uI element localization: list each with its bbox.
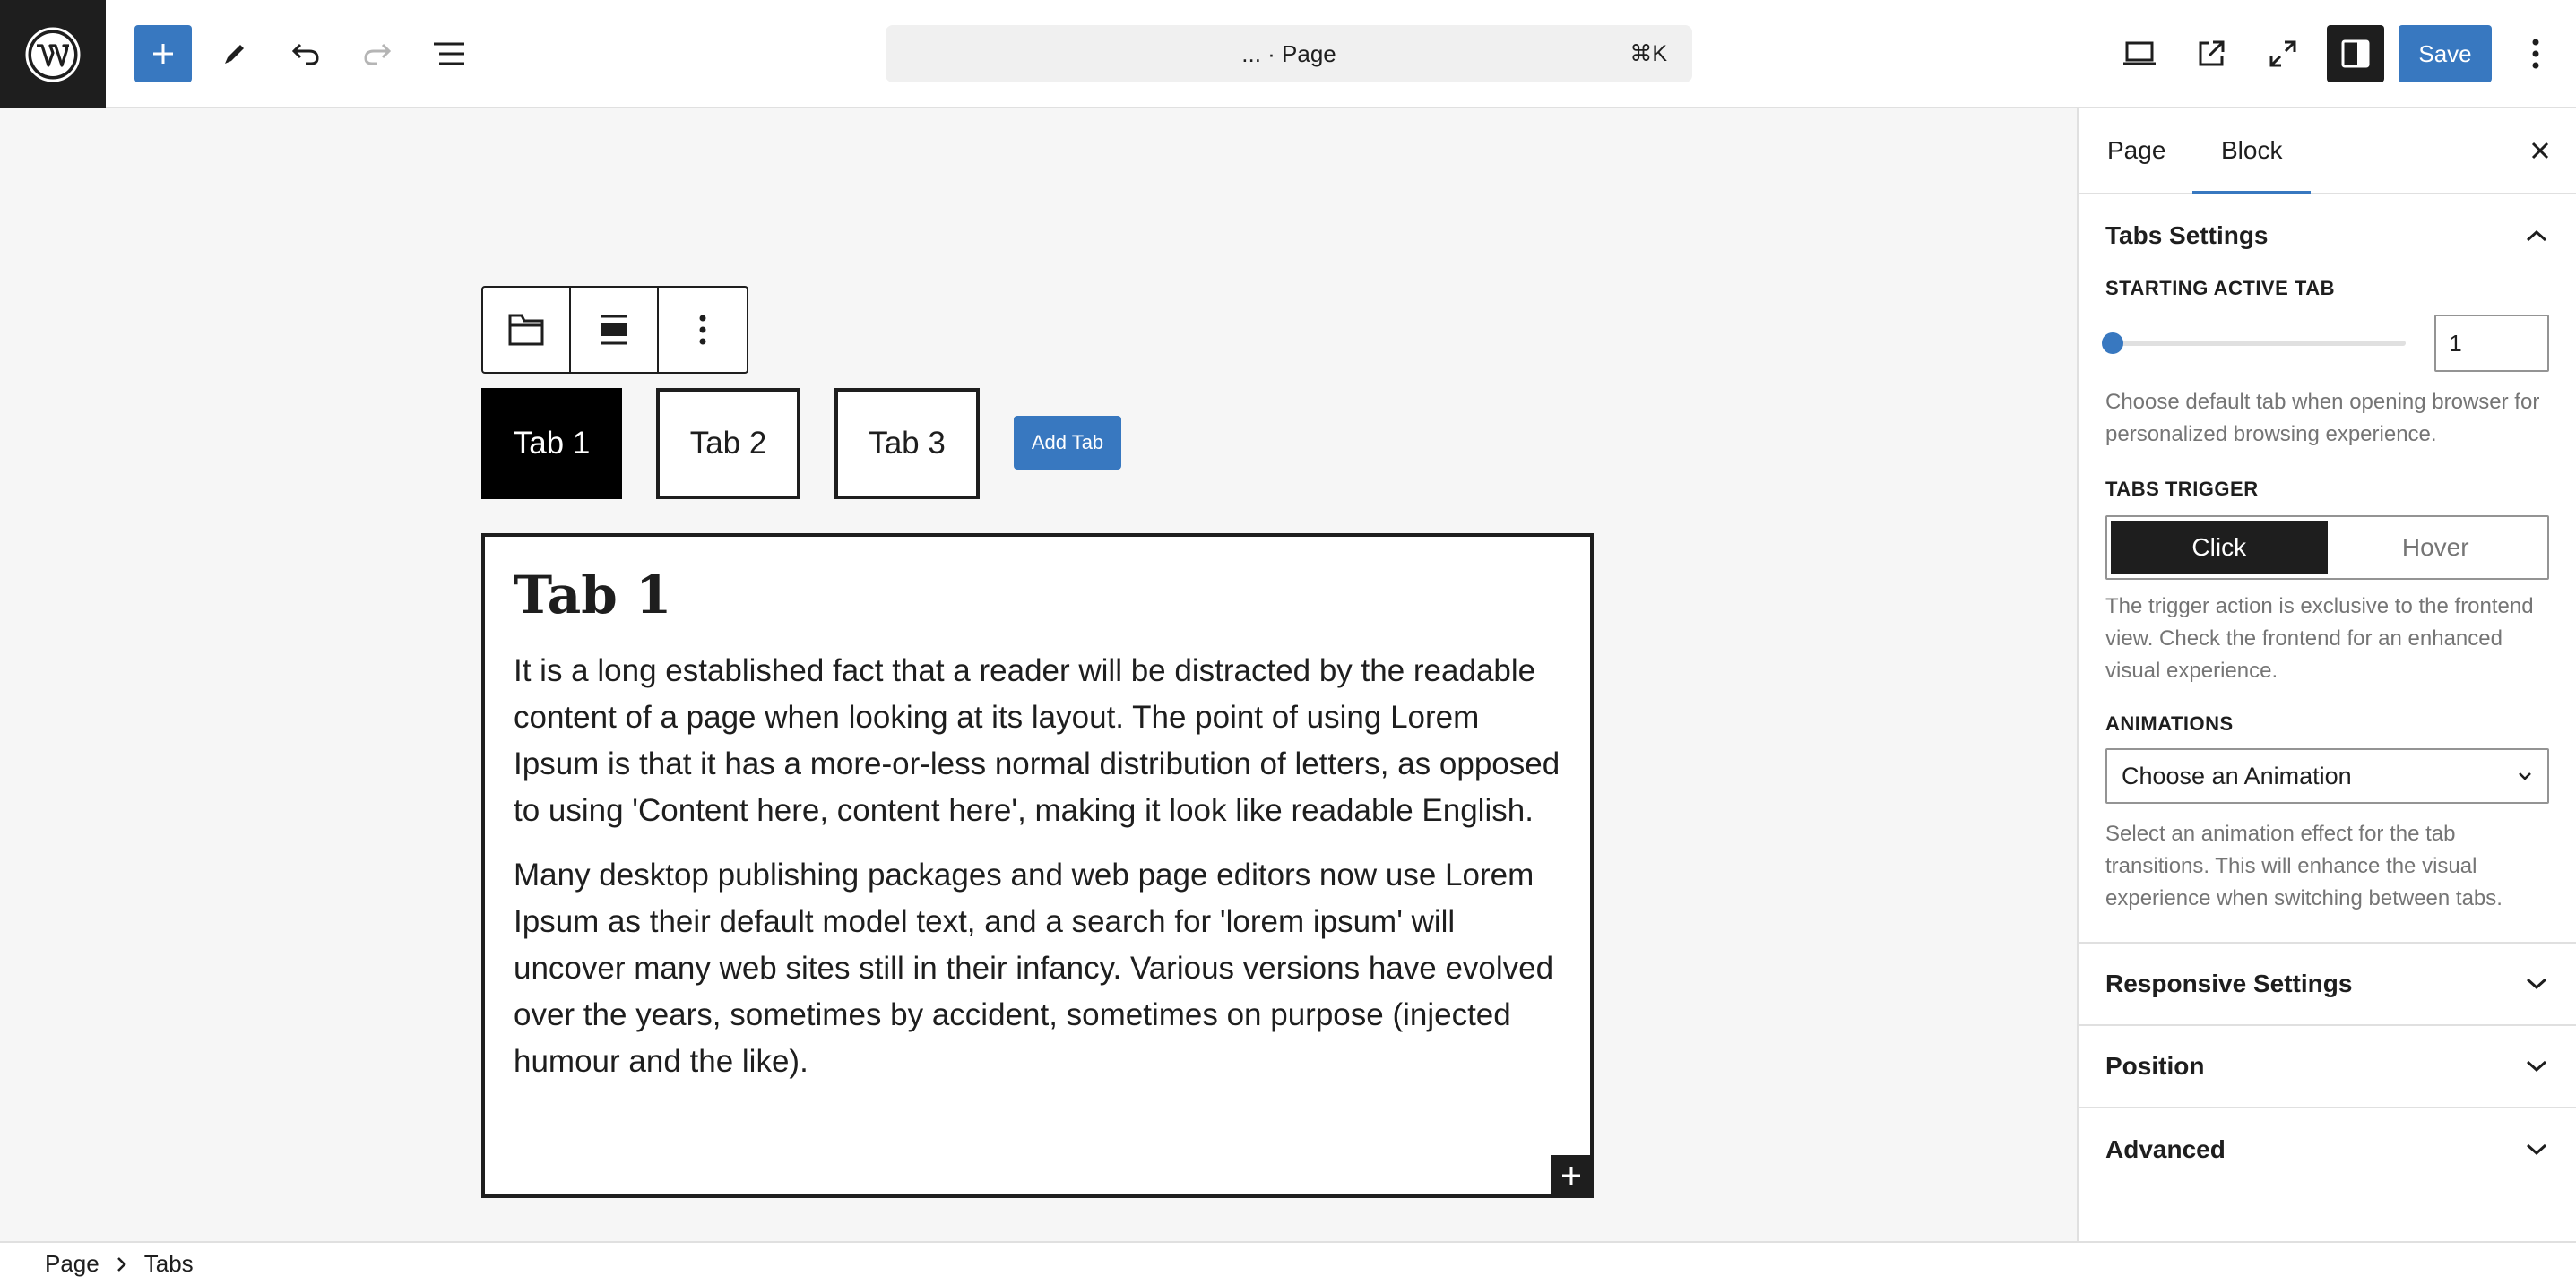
animations-selected-value: Choose an Animation xyxy=(2122,762,2352,789)
fullscreen-icon xyxy=(2268,39,2298,69)
chevron-right-icon xyxy=(116,1255,128,1273)
editor-top-bar xyxy=(0,0,2576,108)
responsive-settings-toggle[interactable] xyxy=(2079,944,2576,1026)
section-title: Position xyxy=(2105,1052,2205,1080)
list-view-icon xyxy=(432,39,466,68)
sidebar-icon xyxy=(2340,39,2371,69)
save-button[interactable]: Save xyxy=(2399,25,2492,82)
block-align-button[interactable] xyxy=(571,288,659,372)
command-shortcut-hint: ⌘K xyxy=(1629,41,1667,66)
animations-select[interactable] xyxy=(2105,748,2549,804)
animations-label: ANIMATIONS xyxy=(2105,712,2234,735)
starting-active-tab-slider[interactable] xyxy=(2105,341,2406,346)
settings-sidebar-toggle[interactable] xyxy=(2327,25,2384,82)
editor-canvas xyxy=(0,108,2077,1241)
device-preview-button[interactable] xyxy=(2111,25,2168,82)
trigger-option-click[interactable]: Click xyxy=(2111,521,2328,574)
tab-button-1[interactable]: Tab 1 xyxy=(481,388,622,499)
chevron-down-icon xyxy=(2524,1058,2549,1074)
tab-button-2[interactable]: Tab 2 xyxy=(656,388,800,499)
external-link-icon xyxy=(2195,38,2227,70)
pencil-icon xyxy=(220,39,250,69)
starting-active-tab-label: STARTING ACTIVE TAB xyxy=(2105,277,2335,299)
block-breadcrumb-bar xyxy=(0,1241,2576,1285)
tabs-settings-toggle[interactable] xyxy=(2079,194,2576,277)
block-more-options-button[interactable] xyxy=(659,288,747,372)
chevron-down-icon xyxy=(2524,1142,2549,1158)
section-title: Advanced xyxy=(2105,1135,2226,1163)
section-title: Responsive Settings xyxy=(2105,970,2353,997)
view-page-button[interactable] xyxy=(2183,25,2240,82)
tab-button-3[interactable]: Tab 3 xyxy=(834,388,980,499)
add-tab-button[interactable]: Add Tab xyxy=(1014,416,1121,470)
position-toggle[interactable] xyxy=(2079,1026,2576,1108)
tabs-trigger-toggle-group xyxy=(2105,515,2549,580)
inner-add-block-button[interactable] xyxy=(1551,1155,1592,1196)
trigger-option-hover[interactable]: Hover xyxy=(2401,533,2469,561)
more-options-icon xyxy=(698,315,707,345)
section-title: Tabs Settings xyxy=(2105,221,2269,249)
document-overview-button[interactable] xyxy=(420,25,478,82)
starting-active-tab-input[interactable]: 1 xyxy=(2434,315,2549,372)
document-title: ... · Page xyxy=(1241,39,1336,67)
redo-button[interactable] xyxy=(349,25,406,82)
tab-content-panel[interactable] xyxy=(481,533,1594,1198)
command-palette-bar[interactable] xyxy=(886,25,1692,82)
tab-block[interactable]: Block xyxy=(2221,108,2282,193)
tabs-trigger-label: TABS TRIGGER xyxy=(2105,478,2259,500)
tabs-block-icon xyxy=(507,313,545,347)
block-type-button[interactable] xyxy=(483,288,571,372)
plus-icon xyxy=(1560,1164,1583,1187)
animations-help: Select an animation effect for the tab transitions. This will enhance the visual experience when switching between tabs. xyxy=(2105,822,2503,910)
wordpress-logo-icon[interactable] xyxy=(0,0,106,108)
panel-paragraph-1[interactable]: It is a long established fact that a reader will be distracted by the readable content of a page when looking at its layout. The point of using Lorem Ipsum is that it has a more-or-less normal distribution of letters, as opposed to using 'Content here, content here', making it look like readable English. xyxy=(514,653,1560,828)
close-icon xyxy=(2528,138,2553,163)
sidebar-tabs xyxy=(2079,108,2576,194)
starting-active-tab-control xyxy=(2105,313,2549,374)
breadcrumb-item-page[interactable]: Page xyxy=(45,1250,99,1277)
undo-button[interactable] xyxy=(277,25,334,82)
chevron-down-icon xyxy=(2524,976,2549,992)
panel-paragraph-2[interactable]: Many desktop publishing packages and web page editors now use Lorem Ipsum as their default model text, and a search for 'lorem ipsum' will uncover many web sites still in their infancy. Various versions have evolved over the years, sometimes by accident, sometimes on purpose (injected humour and the like). xyxy=(514,858,1554,1079)
undo-icon xyxy=(290,38,322,70)
align-icon xyxy=(599,314,629,346)
settings-sidebar xyxy=(2077,108,2576,1241)
fullscreen-button[interactable] xyxy=(2254,25,2312,82)
block-toolbar xyxy=(481,286,748,374)
chevron-down-icon xyxy=(2517,771,2533,781)
desktop-icon xyxy=(2122,39,2157,68)
add-block-button[interactable] xyxy=(134,25,192,82)
tools-button[interactable] xyxy=(206,25,264,82)
panel-heading[interactable]: Tab 1 xyxy=(514,565,672,625)
options-menu-button[interactable] xyxy=(2507,25,2564,82)
slider-thumb[interactable] xyxy=(2102,332,2123,354)
close-sidebar-button[interactable] xyxy=(2528,138,2553,163)
chevron-up-icon xyxy=(2524,228,2549,244)
tab-page[interactable]: Page xyxy=(2107,136,2166,164)
vertical-ellipsis-icon xyxy=(2531,38,2540,70)
plus-icon xyxy=(150,40,177,67)
redo-icon xyxy=(361,38,393,70)
tabs-trigger-help: The trigger action is exclusive to the frontend view. Check the frontend for an enhanced visual experience. xyxy=(2105,594,2534,683)
tabs-settings-body xyxy=(2079,277,2576,944)
starting-active-tab-help: Choose default tab when opening browser for personalized browsing experience. xyxy=(2105,390,2540,446)
advanced-toggle[interactable] xyxy=(2079,1108,2576,1191)
breadcrumb-item-tabs[interactable]: Tabs xyxy=(143,1250,194,1277)
